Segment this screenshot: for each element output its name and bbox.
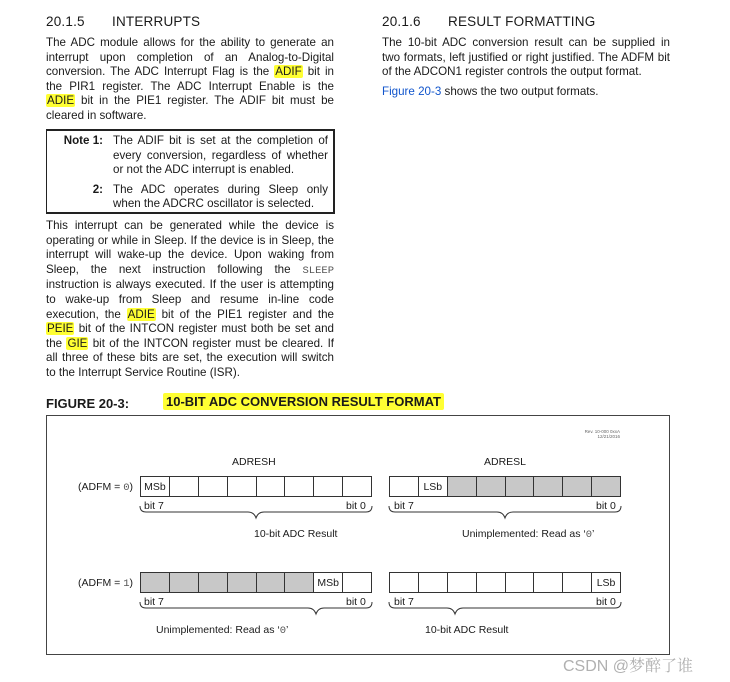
note-box bbox=[46, 129, 335, 214]
section-number: 20.1.5 bbox=[46, 14, 85, 29]
figure-link[interactable]: Figure 20-3 bbox=[382, 85, 442, 98]
text-run: bit of the INTCON register must both be set and the bbox=[46, 322, 334, 350]
register-bit-cell bbox=[228, 477, 257, 496]
section-title: RESULT FORMATTING bbox=[448, 14, 596, 29]
caption-suffix: ’ bbox=[592, 528, 595, 540]
text-run: bit of the PIE1 register and the bbox=[155, 307, 334, 321]
register-bit-cell bbox=[419, 573, 448, 592]
adfm-label-value: 1 bbox=[123, 578, 130, 590]
text-run: bit in the PIE1 register. The ADIF bit must be cleared in software. bbox=[46, 94, 334, 122]
register-bit-cell bbox=[343, 477, 371, 496]
register-bit-cell bbox=[285, 477, 314, 496]
note-2-text: The ADC operates during Sleep only when the ADCRC oscillator is selected. bbox=[113, 182, 328, 211]
row1-right-brace bbox=[387, 504, 623, 526]
caption-value: 0 bbox=[585, 529, 593, 541]
adfm-label-prefix: (ADFM = bbox=[78, 481, 124, 493]
result-formatting-paragraph-2 bbox=[382, 85, 670, 100]
adfm-label-suffix: ) bbox=[129, 481, 134, 493]
adresl-register-row2 bbox=[389, 572, 621, 593]
section-number: 20.1.6 bbox=[382, 14, 421, 29]
register-bit-cell bbox=[534, 477, 563, 496]
register-bit-cell bbox=[390, 573, 419, 592]
revision-line-1: Rev. 10-000 0xxA bbox=[584, 429, 620, 434]
register-bit-cell bbox=[170, 477, 199, 496]
adfm-label-prefix: (ADFM = bbox=[78, 577, 124, 589]
adfm-label-value: 0 bbox=[123, 482, 130, 494]
register-bit-cell bbox=[506, 477, 535, 496]
adresh-register-row1 bbox=[140, 476, 372, 497]
row2-right-bit0: bit 0 bbox=[596, 596, 616, 608]
row2-left-bit0: bit 0 bbox=[346, 596, 366, 608]
caption-prefix: Unimplemented: Read as ‘ bbox=[462, 528, 586, 540]
register-bit-cell bbox=[390, 477, 419, 496]
text-run: The ADC module allows for the ability to generate an interrupt upon completion of an Analog-to-Digital conversion. The ADC Interrupt Flag is the bbox=[46, 36, 334, 79]
figure-link-suffix: shows the two output formats. bbox=[441, 85, 599, 98]
revision-stamp bbox=[560, 429, 620, 439]
csdn-watermark: CSDN @梦醉了谁 bbox=[563, 658, 694, 675]
register-bit-cell bbox=[199, 477, 228, 496]
register-bit-cell bbox=[477, 477, 506, 496]
register-bit-cell bbox=[257, 477, 286, 496]
register-bit-cell bbox=[448, 477, 477, 496]
instruction-mnemonic: SLEEP bbox=[302, 264, 334, 277]
row1-left-bit0: bit 0 bbox=[346, 500, 366, 512]
register-bit-cell: LSb bbox=[596, 576, 616, 589]
register-bit-cell bbox=[477, 573, 506, 592]
row2-right-caption: 10-bit ADC Result bbox=[425, 624, 509, 636]
note-2 bbox=[47, 183, 333, 212]
text-run: instruction is always executed. If the user is attempting to wake-up from Sleep and resume in-line code execution, the bbox=[46, 278, 334, 321]
interrupts-paragraph-1 bbox=[46, 36, 334, 124]
register-bit-cell bbox=[563, 477, 592, 496]
interrupts-paragraph-2 bbox=[46, 219, 334, 381]
register-bit-cell bbox=[257, 573, 286, 592]
highlighted-term: ADIE bbox=[127, 307, 155, 321]
register-bit-cell bbox=[141, 573, 170, 592]
register-bit-cell bbox=[343, 573, 371, 592]
text-run: bit in the PIR1 register. The ADC Interrupt Enable is the bbox=[46, 65, 334, 93]
note-1 bbox=[47, 134, 333, 178]
adresl-register-row1 bbox=[389, 476, 621, 497]
register-bit-cell bbox=[506, 573, 535, 592]
row1-right-bit0: bit 0 bbox=[596, 500, 616, 512]
section-heading-result-formatting bbox=[382, 14, 595, 29]
row1-left-caption: 10-bit ADC Result bbox=[254, 528, 338, 540]
register-bit-cell bbox=[199, 573, 228, 592]
section-heading-interrupts bbox=[46, 14, 200, 29]
note-1-text: The ADIF bit is set at the completion of every conversion, regardless of whether or not the ADC interrupt is enabled. bbox=[113, 134, 328, 177]
note-1-label: Note 1: bbox=[63, 134, 103, 147]
register-bit-cell bbox=[170, 573, 199, 592]
result-formatting-paragraph-1: The 10-bit ADC conversion result can be supplied in two formats, left justified or right justified. The ADFM bit of the ADCON1 register controls the output format. bbox=[382, 36, 670, 79]
text-run: This interrupt can be generated while the device is operating or while in Sleep. If the device is in Sleep, the interrupt will wake-up the device. Upon waking from Sleep, the next instruction following the bbox=[46, 219, 334, 276]
figure-title-text: 10-BIT ADC CONVERSION RESULT FORMAT bbox=[163, 393, 444, 410]
highlighted-term: ADIE bbox=[47, 94, 75, 108]
section-title: INTERRUPTS bbox=[112, 14, 201, 29]
register-bit-cell: LSb bbox=[419, 477, 448, 496]
register-bit-cell bbox=[448, 573, 477, 592]
highlighted-term: GIE bbox=[67, 336, 88, 350]
row1-left-brace bbox=[138, 504, 374, 526]
note-2-label: 2: bbox=[92, 182, 103, 196]
adresh-register-row2 bbox=[140, 572, 372, 593]
register-bit-cell bbox=[534, 573, 563, 592]
register-bit-cell bbox=[563, 573, 592, 592]
figure-title bbox=[163, 394, 444, 409]
highlighted-term: PEIE bbox=[47, 322, 74, 336]
register-bit-cell: MSb bbox=[141, 477, 170, 496]
row2-left-brace bbox=[138, 600, 374, 622]
revision-line-2: 12/21/2016 bbox=[597, 434, 620, 439]
row1-right-bit7: bit 7 bbox=[394, 500, 414, 512]
row2-left-bit7: bit 7 bbox=[144, 596, 164, 608]
caption-value: 0 bbox=[279, 625, 287, 637]
adresh-label: ADRESH bbox=[232, 456, 276, 468]
row2-left-caption bbox=[156, 624, 288, 637]
row1-right-caption bbox=[462, 528, 594, 541]
caption-prefix: Unimplemented: Read as ‘ bbox=[156, 624, 280, 636]
text-run: bit of the INTCON register must be cleared. If all three of these bits are set, the execution will switch to the Interrupt Service Routine (ISR). bbox=[46, 336, 335, 379]
caption-suffix: ’ bbox=[286, 624, 289, 636]
adfm-1-label bbox=[78, 577, 133, 590]
register-bit-cell bbox=[285, 573, 314, 592]
figure-label: FIGURE 20-3: bbox=[46, 396, 130, 411]
adfm-0-label bbox=[78, 481, 133, 494]
row2-right-brace bbox=[387, 600, 623, 622]
register-bit-cell bbox=[228, 573, 257, 592]
adresl-label: ADRESL bbox=[484, 456, 527, 468]
adfm-label-suffix: ) bbox=[129, 577, 134, 589]
register-bit-cell bbox=[592, 477, 620, 496]
register-bit-cell bbox=[314, 477, 343, 496]
row2-right-bit7: bit 7 bbox=[394, 596, 414, 608]
register-bit-cell: MSb bbox=[314, 573, 343, 592]
highlighted-term: ADIF bbox=[275, 65, 302, 79]
row1-left-bit7: bit 7 bbox=[144, 500, 164, 512]
